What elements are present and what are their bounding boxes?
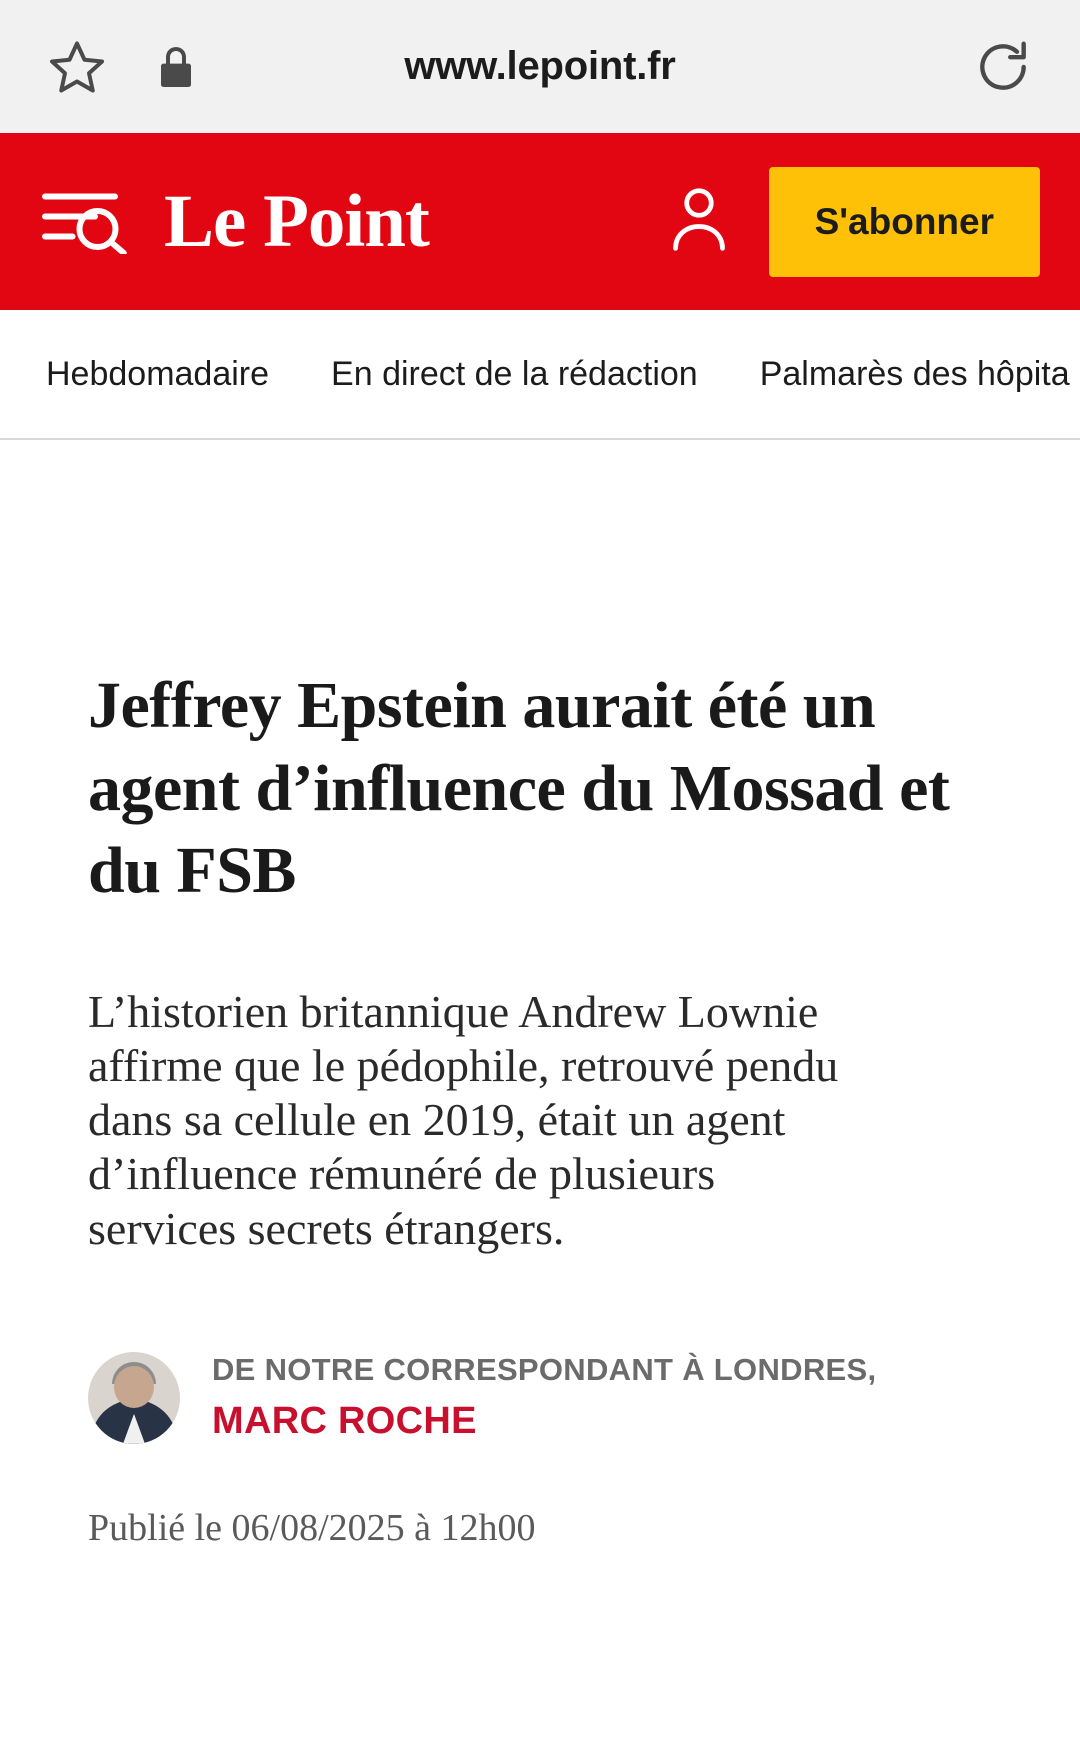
nav-item-en-direct-de-la-redaction[interactable]: En direct de la rédaction — [331, 354, 698, 393]
publish-date: Publié le 06/08/2025 à 12h00 — [88, 1506, 536, 1549]
article-headline: Jeffrey Epstein aurait été un agent d’influence du Mossad et du FSB — [88, 669, 950, 907]
byline — [88, 1352, 992, 1444]
nav-item-hebdomadaire[interactable]: Hebdomadaire — [46, 354, 270, 393]
url-text: www.lepoint.fr — [404, 44, 676, 88]
subscribe-button[interactable]: S'abonner — [769, 167, 1040, 277]
reload-icon[interactable] — [972, 36, 1034, 98]
hamburger-search-icon[interactable] — [40, 184, 130, 259]
user-account-icon[interactable] — [667, 184, 731, 259]
browser-toolbar — [0, 0, 1080, 133]
article-body — [0, 665, 1080, 1550]
site-header — [0, 133, 1080, 310]
byline-author[interactable]: MARC ROCHE — [212, 1400, 477, 1443]
author-avatar — [88, 1352, 180, 1444]
lock-icon — [156, 43, 196, 91]
star-icon[interactable] — [46, 37, 108, 97]
article-standfirst: L’historien britannique Andrew Lownie affirme que le pédophile, retrouvé pendu dans sa cellule en 2019, était un agent d’influence rémunéré de plusieurs services secrets étrangers. — [88, 985, 839, 1254]
section-nav — [0, 310, 1080, 440]
byline-kicker: DE NOTRE CORRESPONDANT À LONDRES, — [212, 1352, 877, 1388]
site-logo[interactable]: Le Point — [164, 180, 429, 263]
nav-item-palmares-des-hopitaux[interactable]: Palmarès des hôpita — [759, 354, 1070, 393]
